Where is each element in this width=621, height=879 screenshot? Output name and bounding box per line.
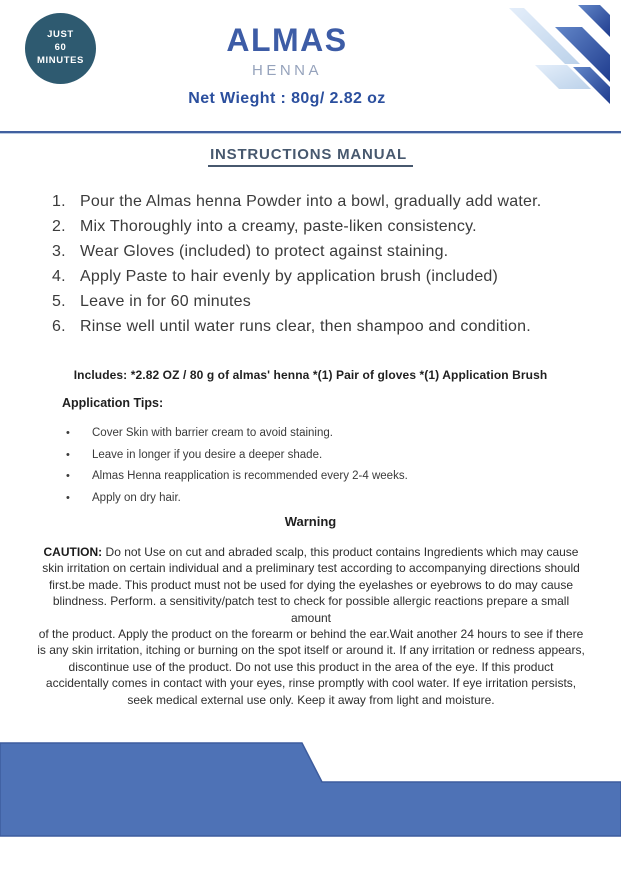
tip-text: Cover Skin with barrier cream to avoid staining. <box>92 427 333 439</box>
bullet-icon: • <box>66 491 70 504</box>
tip-text: Apply on dry hair. <box>92 491 181 504</box>
instruction-number: 5. <box>52 293 66 310</box>
caution-label: CAUTION: <box>43 545 103 559</box>
instruction-item <box>52 289 605 314</box>
instruction-item <box>52 239 605 264</box>
badge-line-3: MINUTES <box>37 54 84 66</box>
tip-item <box>66 445 591 467</box>
tip-text: Leave in longer if you desire a deeper shade. <box>92 448 323 461</box>
warning-title: Warning <box>284 514 337 529</box>
instruction-text: Apply Paste to hair evenly by application brush (included) <box>80 268 499 285</box>
instruction-item <box>52 314 605 339</box>
bullet-icon: • <box>66 448 70 461</box>
warning-text-part2: of the product. Apply the product on the forearm or behind the ear.Wait another 24 hours to see if there is any skin irritation, itching or burning on the spot itself or around it. If any irritation or redness appears, discontinue use of the product. Do not use this product in the area of the eye. If this product accidentally comes in contact with your eyes, rinse promptly with cool water. If eye irritation persists, seek medical external use only. Keep it away from light and moisture. <box>37 627 585 707</box>
instruction-text: Pour the Almas henna Powder into a bowl, gradually add water. <box>80 193 542 210</box>
tip-item <box>66 488 591 510</box>
header-divider-line <box>0 131 621 134</box>
application-tips-title: Application Tips: <box>62 396 164 410</box>
instruction-number: 3. <box>52 243 66 260</box>
tip-item <box>66 466 591 488</box>
badge-line-2: 60 <box>54 42 67 54</box>
footer-band-graphic <box>0 740 621 840</box>
tip-item <box>66 423 591 445</box>
instruction-number: 1. <box>52 193 66 210</box>
bullet-icon: • <box>66 427 70 439</box>
instructions-list <box>52 189 605 339</box>
product-name: HENNA <box>251 62 322 79</box>
instruction-text: Leave in for 60 minutes <box>80 293 251 310</box>
instruction-text: Mix Thoroughly into a creamy, paste-liken consistency. <box>80 218 477 235</box>
brand-name: ALMAS <box>226 22 348 58</box>
instruction-text: Rinse well until water runs clear, then shampoo and condition. <box>80 318 531 335</box>
bullet-icon: • <box>66 470 70 482</box>
header <box>0 22 574 108</box>
instruction-item <box>52 214 605 239</box>
warning-text-part1: Do not Use on cut and abraded scalp, this product contains Ingredients which may cause skin irritation on certain individual and a preliminary test according to accompanying directions should first.be made. This product must not be used for dying the eyelashes or eyebrows to do may cause blindness. Perform. a sensitivity/patch test to check for possible allergic reactions prepare a small amount <box>42 545 580 625</box>
includes-line: Includes: *2.82 OZ / 80 g of almas' henna *(1) Pair of gloves *(1) Application Brush <box>73 368 548 382</box>
net-weight-text: Net Wieght : 80g/ 2.82 oz <box>188 90 386 107</box>
instruction-number: 4. <box>52 268 66 285</box>
instruction-item <box>52 189 605 214</box>
footer-band-shape <box>0 743 621 836</box>
instruction-number: 2. <box>52 218 66 235</box>
manual-title-text: INSTRUCTIONS MANUAL <box>208 146 413 167</box>
instruction-number: 6. <box>52 318 66 335</box>
tip-text: Almas Henna reapplication is recommended every 2-4 weeks. <box>92 470 408 482</box>
instruction-text: Wear Gloves (included) to protect against staining. <box>80 243 449 260</box>
warning-paragraph <box>36 544 586 708</box>
application-tips-list <box>66 423 591 509</box>
manual-title <box>0 146 621 167</box>
instruction-item <box>52 264 605 289</box>
badge-line-1: JUST <box>47 29 74 41</box>
